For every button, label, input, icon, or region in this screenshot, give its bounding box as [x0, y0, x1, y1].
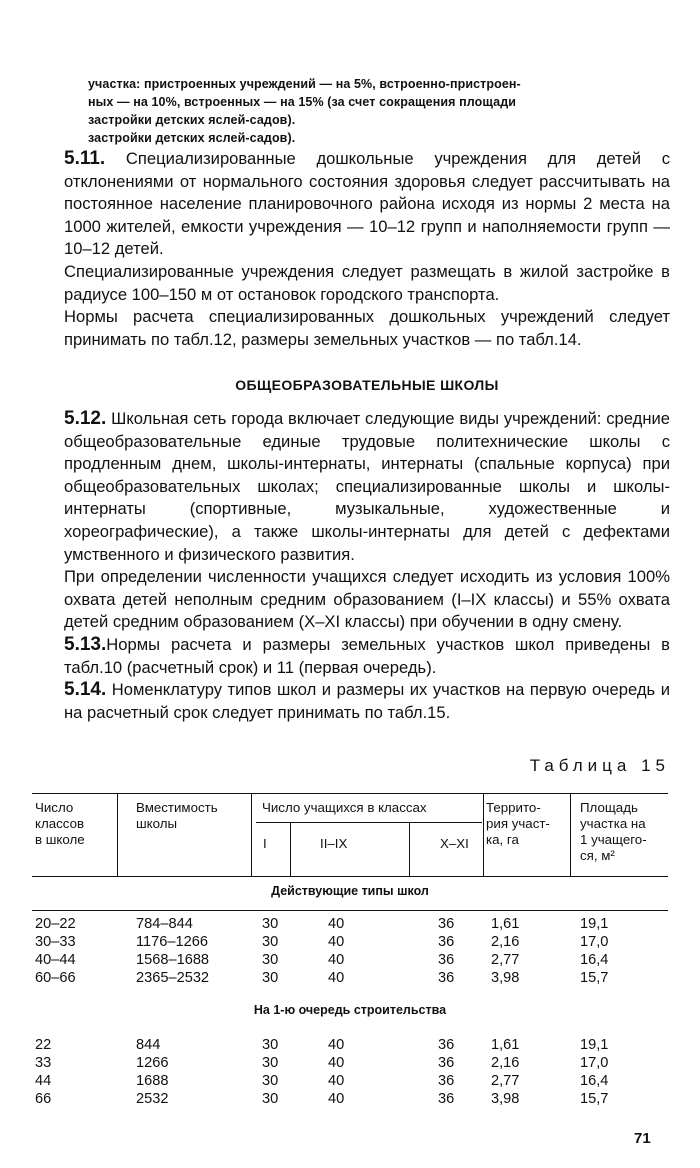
note-line: ных — на 10%, встроенных — на 15% (за счет сокращения площади: [88, 95, 517, 109]
table-cell: 30–33: [35, 934, 76, 950]
table-cell: 30: [262, 952, 279, 968]
header-grade-1: I: [263, 836, 267, 851]
table-cell: 30: [262, 1055, 279, 1071]
table-divider: [117, 793, 118, 876]
paragraph: Нормы расчета специализированных дошкольных учреждений следует принимать по табл.12, размеры земельных участков — по табл.14.: [64, 307, 670, 349]
table-cell: 60–66: [35, 970, 76, 986]
table-rule: [32, 876, 668, 877]
table-cell: 1688: [136, 1073, 169, 1089]
section-number: 5.13.: [64, 633, 107, 655]
table-cell: 19,1: [580, 916, 609, 932]
section-heading: ОБЩЕОБРАЗОВАТЕЛЬНЫЕ ШКОЛЫ: [235, 377, 499, 393]
table-cell: 36: [438, 952, 455, 968]
table-cell: 1,61: [491, 916, 520, 932]
table-cell: 30: [262, 1073, 279, 1089]
table-cell: 1,61: [491, 1037, 520, 1053]
section-number: 5.14.: [64, 679, 107, 701]
table-cell: 36: [438, 916, 455, 932]
table-cell: 1568–1688: [136, 952, 210, 968]
header-grades-10-11: X–XI: [440, 836, 469, 851]
table-divider: [290, 822, 291, 876]
section-number: 5.12.: [64, 408, 107, 429]
table-divider: [251, 793, 252, 876]
table-cell: 16,4: [580, 1073, 609, 1089]
header-capacity: Вместимость школы: [136, 800, 218, 831]
table-section-title: На 1-ю очередь строительства: [253, 1003, 447, 1017]
table-cell: 30: [262, 1037, 279, 1053]
table-divider: [483, 793, 484, 876]
table-caption: Таблица 15: [529, 756, 670, 775]
table-cell: 30: [262, 916, 279, 932]
section-5-11: [64, 148, 670, 351]
table-cell: 36: [438, 970, 455, 986]
table-cell: 40: [328, 916, 345, 932]
table-cell: 40: [328, 1073, 345, 1089]
table-cell: 40–44: [35, 952, 76, 968]
table-cell: 40: [328, 1091, 345, 1107]
table-cell: 2365–2532: [136, 970, 210, 986]
table-cell: 1266: [136, 1055, 169, 1071]
table-cell: 2,77: [491, 1073, 520, 1089]
table-divider: [570, 793, 571, 876]
table-cell: 36: [438, 1091, 455, 1107]
table-cell: 3,98: [491, 1091, 520, 1107]
paragraph: Номенклатуру типов школ и размеры их участков на первую очередь и на расчетный срок следует принимать по табл.15.: [64, 680, 670, 722]
table-rule: [32, 793, 668, 794]
header-grades-2-9: II–IX: [320, 836, 348, 851]
table-cell: 40: [328, 1055, 345, 1071]
table-cell: 66: [35, 1091, 52, 1107]
table-cell: 36: [438, 1073, 455, 1089]
table-cell: 15,7: [580, 970, 609, 986]
table-cell: 19,1: [580, 1037, 609, 1053]
table-divider: [409, 822, 410, 876]
table-cell: 15,7: [580, 1091, 609, 1107]
table-cell: 2,77: [491, 952, 520, 968]
header-pupils: Число учащихся в классах: [262, 800, 427, 815]
paragraph: Школьная сеть города включает следующие виды учреждений: средние общеобразовательные единые трудовые политехнические школы с продленным днем, школы-интернаты, интернаты (спальные корпуса) при общеобразовательных школах; специализированные школы и школы-интернаты (спортивные, музыкальные, художественные и хореографические), а также школы-интернаты для детей с дефектами умственного и физического развития.: [64, 409, 670, 564]
note-line: застройки детских яслей-садов).: [88, 131, 296, 145]
paragraph: Специализированные учреждения следует размещать в жилой застройке в радиусе 100–150 м от остановок городского транспорта.: [64, 261, 670, 304]
page-number: 71: [634, 1130, 651, 1147]
table-rule: [32, 910, 668, 911]
table-cell: 30: [262, 1091, 279, 1107]
table-cell: 36: [438, 1055, 455, 1071]
table-section-title: Действующие типы школ: [271, 884, 429, 898]
section-5-12: [64, 408, 670, 724]
table-cell: 40: [328, 952, 345, 968]
table-cell: 17,0: [580, 934, 609, 950]
table-cell: 30: [262, 934, 279, 950]
table-cell: 40: [328, 934, 345, 950]
header-area-per-pupil: Площадь участка на 1 учащего- ся, м²: [580, 800, 647, 863]
header-number-of-classes: Число классов в школе: [35, 800, 85, 847]
table-cell: 844: [136, 1037, 161, 1053]
table-cell: 33: [35, 1055, 52, 1071]
table-cell: 22: [35, 1037, 52, 1053]
table-cell: 2532: [136, 1091, 169, 1107]
table-cell: 36: [438, 934, 455, 950]
table-cell: 17,0: [580, 1055, 609, 1071]
table-cell: 30: [262, 970, 279, 986]
table-cell: 3,98: [491, 970, 520, 986]
table-cell: 784–844: [136, 916, 193, 932]
table-cell: 2,16: [491, 934, 520, 950]
table-cell: 40: [328, 970, 345, 986]
table-cell: 16,4: [580, 952, 609, 968]
table-cell: 20–22: [35, 916, 76, 932]
paragraph: Нормы расчета и размеры земельных участков школ приведены в табл.10 (расчетный срок) и 11 (первая очередь).: [64, 634, 670, 677]
table-cell: 44: [35, 1073, 52, 1089]
note-line: участка: пристроенных учреждений — на 5%, встроенно-пристроен-: [88, 77, 521, 91]
paragraph: При определении численности учащихся следует исходить из условия 100% охвата детей неполным средним образованием (I–IX классы) и 55% охвата детей средним образованием (X–XI классы) при обучении в одну смену.: [64, 567, 670, 632]
table-cell: 1176–1266: [136, 934, 208, 950]
section-number: 5.11.: [64, 148, 106, 169]
table-cell: 40: [328, 1037, 345, 1053]
table-cell: 2,16: [491, 1055, 520, 1071]
header-site-area: Террито- рия участ- ка, га: [486, 800, 550, 847]
table-cell: 36: [438, 1037, 455, 1053]
note-line: застройки детских яслей-садов).: [88, 113, 296, 127]
paragraph: Специализированные дошкольные учреждения для детей с отклонениями от нормального состояния здоровья следует рассчитывать на постоянное население планировочного района исходя из нормы 2 места на 1000 жителей, емкости учреждения — 10–12 групп и наполняемости групп — 10–12 детей.: [64, 149, 670, 259]
